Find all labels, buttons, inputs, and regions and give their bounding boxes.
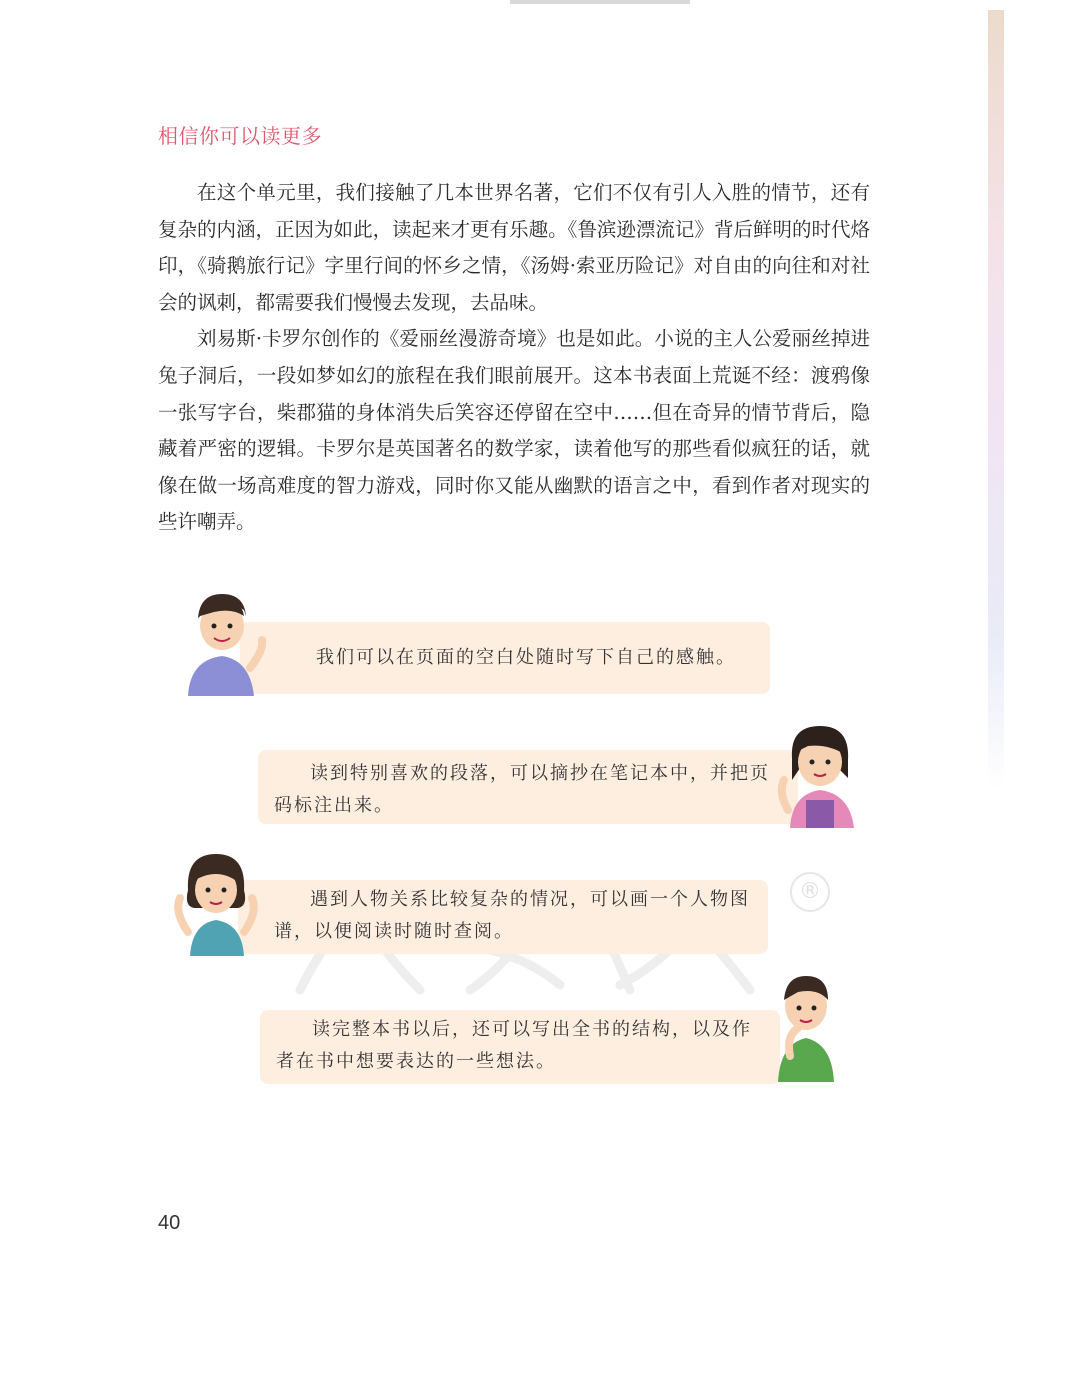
bubble-2-text: 读到特别喜欢的段落，可以摘抄在笔记本中，并把页码标注出来。 bbox=[274, 763, 770, 816]
registered-mark: ® bbox=[790, 872, 830, 912]
body-text bbox=[158, 175, 870, 541]
speech-bubble-2 bbox=[258, 750, 798, 824]
page-edge-decoration bbox=[988, 10, 1004, 790]
girl-avatar-2 bbox=[168, 846, 264, 956]
bubble-4-text: 读完整本书以后，还可以写出全书的结构，以及作者在书中想要表达的一些想法。 bbox=[276, 1019, 752, 1072]
bubble-1-text: 我们可以在页面的空白处随时写下自己的感触。 bbox=[316, 647, 736, 668]
speech-bubble-3 bbox=[238, 880, 768, 954]
girl-avatar-1 bbox=[770, 718, 866, 828]
speech-bubble-4 bbox=[260, 1010, 780, 1084]
boy-avatar-2 bbox=[768, 970, 842, 1082]
section-title: 相信你可以读更多 bbox=[158, 124, 322, 148]
paragraph-1: 在这个单元里，我们接触了几本世界名著，它们不仅有引人入胜的情节，还有复杂的内涵，正因为如此，读起来才更有乐趣。《鲁滨逊漂流记》背后鲜明的时代烙印，《骑鹅旅行记》字里行间的怀乡之情，《汤姆·索亚历险记》对自由的向往和对社会的讽刺，都需要我们慢慢去发现，去品味。 bbox=[158, 181, 870, 314]
boy-avatar-1 bbox=[180, 588, 270, 696]
paragraph-2: 刘易斯·卡罗尔创作的《爱丽丝漫游奇境》也是如此。小说的主人公爱丽丝掉进兔子洞后，一段如梦如幻的旅程在我们眼前展开。这本书表面上荒诞不经：渡鸦像一张写字台，柴郡猫的身体消失后笑容还停留在空中……但在奇异的情节背后，隐藏着严密的逻辑。卡罗尔是英国著名的数学家，读着他写的那些看似疯狂的话，就像在做一场高难度的智力游戏，同时你又能从幽默的语言之中，看到作者对现实的些许嘲弄。 bbox=[158, 327, 870, 534]
header-mark bbox=[510, 0, 690, 4]
speech-bubble-1 bbox=[240, 622, 770, 694]
bubble-3-text: 遇到人物关系比较复杂的情况，可以画一个人物图谱，以便阅读时随时查阅。 bbox=[274, 889, 750, 942]
page-number: 40 bbox=[158, 1212, 181, 1234]
